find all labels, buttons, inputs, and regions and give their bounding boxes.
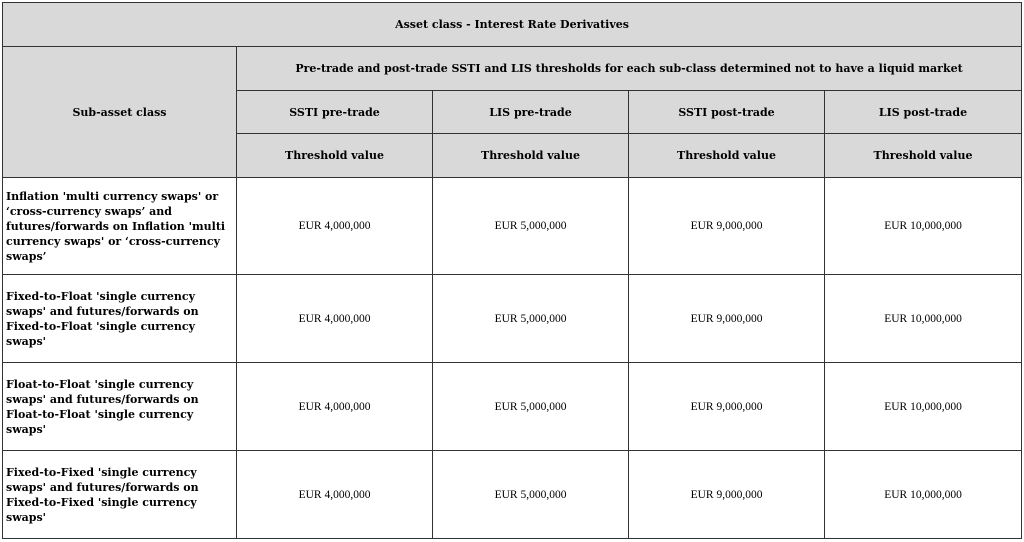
- value-cell: EUR 10,000,000: [825, 363, 1022, 451]
- table-title: Asset class - Interest Rate Derivatives: [3, 3, 1022, 47]
- table-row: [3, 363, 1022, 451]
- value-cell: EUR 4,000,000: [237, 275, 433, 363]
- table-row: [3, 275, 1022, 363]
- subclass-cell: Inflation 'multi currency swaps' or ‘cross-currency swaps’ and futures/forwards on Inflation 'multi currency swaps' or ‘cross-currency swaps’: [3, 178, 237, 275]
- subclass-cell: Fixed-to-Fixed 'single currency swaps' and futures/forwards on Fixed-to-Fixed 'single currency swaps': [3, 451, 237, 539]
- value-cell: EUR 4,000,000: [237, 451, 433, 539]
- value-cell: EUR 9,000,000: [629, 275, 825, 363]
- column-header-lis-post-trade: LIS post-trade: [825, 91, 1022, 134]
- subclass-header: Sub-asset class: [3, 47, 237, 178]
- group-header: Pre-trade and post-trade SSTI and LIS thresholds for each sub-class determined not to have a liquid market: [237, 47, 1022, 91]
- threshold-label: Threshold value: [629, 134, 825, 178]
- threshold-label: Threshold value: [433, 134, 629, 178]
- column-header-lis-pre-trade: LIS pre-trade: [433, 91, 629, 134]
- thresholds-table: [2, 2, 1022, 539]
- threshold-label: Threshold value: [825, 134, 1022, 178]
- column-header-ssti-post-trade: SSTI post-trade: [629, 91, 825, 134]
- column-header-ssti-pre-trade: SSTI pre-trade: [237, 91, 433, 134]
- subclass-cell: Float-to-Float 'single currency swaps' and futures/forwards on Float-to-Float 'single currency swaps': [3, 363, 237, 451]
- table-row: [3, 178, 1022, 275]
- value-cell: EUR 9,000,000: [629, 363, 825, 451]
- threshold-label: Threshold value: [237, 134, 433, 178]
- value-cell: EUR 5,000,000: [433, 275, 629, 363]
- value-cell: EUR 10,000,000: [825, 178, 1022, 275]
- value-cell: EUR 9,000,000: [629, 451, 825, 539]
- value-cell: EUR 5,000,000: [433, 178, 629, 275]
- table-row: [3, 451, 1022, 539]
- value-cell: EUR 10,000,000: [825, 275, 1022, 363]
- value-cell: EUR 10,000,000: [825, 451, 1022, 539]
- subclass-cell: Fixed-to-Float 'single currency swaps' and futures/forwards on Fixed-to-Float 'single currency swaps': [3, 275, 237, 363]
- value-cell: EUR 9,000,000: [629, 178, 825, 275]
- value-cell: EUR 5,000,000: [433, 363, 629, 451]
- value-cell: EUR 5,000,000: [433, 451, 629, 539]
- value-cell: EUR 4,000,000: [237, 363, 433, 451]
- value-cell: EUR 4,000,000: [237, 178, 433, 275]
